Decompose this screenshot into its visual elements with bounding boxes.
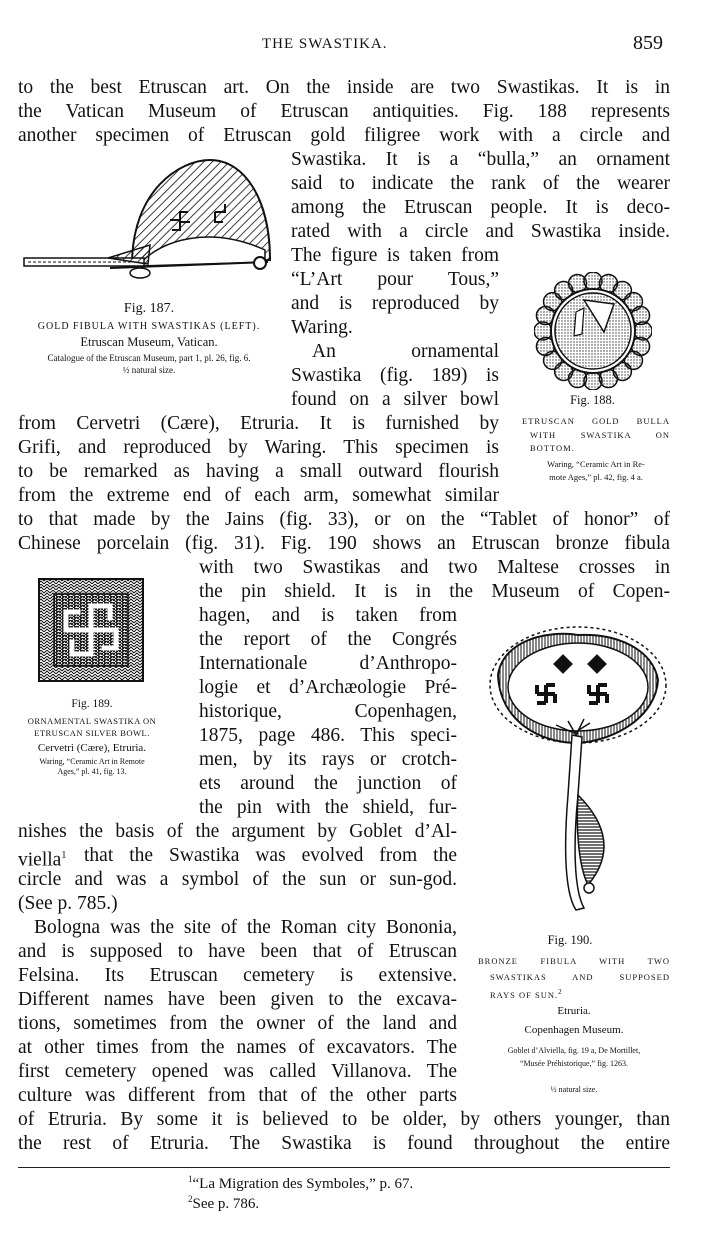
fig189-title-line: ORNAMENTAL SWASTIKA ON [27, 716, 157, 726]
fig190-title-line: SWASTIKAS AND SUPPOSED [490, 972, 670, 982]
body-line: found on a silver bowl [291, 389, 499, 410]
body-line: Chinese porcelain (fig. 31). Fig. 190 shows an Etruscan bronze fibula [18, 533, 670, 554]
body-line: that the Swastika was evolved from the [84, 845, 457, 866]
body-line: Waring. [291, 317, 353, 338]
footnote-marker: 2 [188, 1194, 193, 1204]
body-line: tions, sometimes from the owner of the land and [18, 1013, 457, 1034]
fig189-title-line: ETRUSCAN SILVER BOWL. [34, 728, 150, 738]
body-line: the Vatican Museum of Etruscan antiquities. Fig. 188 represents [18, 101, 670, 122]
body-line: logie et d’Archæologie Pré- [199, 677, 457, 698]
footnote-1 [188, 1174, 413, 1193]
body-line: the pin with the shield, fur- [199, 797, 457, 818]
fig189-location: Cervetri (Cære), Etruria. [37, 742, 147, 754]
body-line: circle and was a symbol of the sun or sun-god. [18, 869, 457, 890]
body-line: with two Swastikas and two Maltese crosses in [199, 557, 670, 578]
body-line: Different names have been given to the excava- [18, 989, 457, 1010]
body-line: from Cervetri (Cære), Etruria. It is furnished by [18, 413, 499, 434]
fig190-reference-line: Goblet d’Alviella, fig. 19 a, De Mortillet, [507, 1046, 641, 1055]
body-line: The figure is taken from [291, 245, 499, 266]
body-line: first cemetery opened was called Villanova. The [18, 1061, 457, 1082]
fig187-caption [18, 301, 280, 375]
body-line: Felsina. Its Etruscan cemetery is extensive. [18, 965, 457, 986]
body-line: nishes the basis of the argument by Goblet d’Al- [18, 821, 457, 842]
body-line: another specimen of Etruscan gold filigree work with a circle and [18, 125, 670, 146]
page-number: 859 [633, 32, 663, 54]
fig190-title-line [490, 988, 563, 1000]
fig187-title: GOLD FIBULA WITH SWASTIKAS (LEFT). [37, 321, 261, 332]
fig188-bulla-illustration [534, 272, 652, 390]
fig187-number: Fig. 187. [123, 301, 175, 316]
fig188-reference-line: Waring, “Ceramic Art in Re- [547, 459, 645, 469]
body-line: “L’Art pour Tous,” [291, 269, 499, 290]
body-line: Swastika. It is a “bulla,” an ornament [291, 149, 670, 170]
fig189-reference-line: Waring, “Ceramic Art in Remote [39, 757, 145, 766]
fig189-number: Fig. 189. [71, 698, 113, 710]
body-line: among the Etruscan people. It is deco- [291, 197, 670, 218]
fig190-number: Fig. 190. [547, 933, 593, 947]
fig188-reference-line: mote Ages,” pl. 42, fig. 4 a. [549, 472, 643, 482]
body-line: culture was different from that of the other parts [18, 1085, 457, 1106]
body-line: (See p. 785.) [18, 893, 118, 914]
fig190-scale: ½ natural size. [550, 1085, 598, 1094]
fig190-bronze-fibula-illustration [478, 625, 673, 925]
body-text: viella [18, 849, 62, 871]
fig188-title-line: BOTTOM. [530, 443, 575, 453]
fig190-reference-line: “Musée Préhistorique,” fig. 1263. [520, 1059, 628, 1068]
fig190-title-line: BRONZE FIBULA WITH TWO [478, 956, 670, 966]
footnote-marker: 1 [188, 1174, 193, 1184]
footnote-text: “La Migration des Symboles,” p. 67. [192, 1176, 414, 1192]
fig189-caption [18, 698, 166, 776]
fig187-reference: Catalogue of the Etruscan Museum, part 1, pl. 26, fig. 6. [47, 353, 251, 363]
body-line: ets around the junction of [199, 773, 457, 794]
body-line: from the extreme end of each arm, somewhat similar [18, 485, 499, 506]
body-line: men, by its rays or crotch- [199, 749, 457, 770]
body-line: rated with a circle and Swastika inside. [291, 221, 670, 242]
body-line: said to indicate the rank of the wearer [291, 173, 670, 194]
body-line: and is supposed to have been that of Etruscan [18, 941, 457, 962]
fig190-title-text: RAYS OF SUN. [490, 989, 559, 1000]
footnote-ref-1[interactable]: 1 [61, 850, 67, 861]
body-line: to that made by the Jains (fig. 33), or on the “Tablet of honor” of [18, 509, 670, 530]
body-line: Grifi, and reproduced by Waring. This specimen is [18, 437, 499, 458]
fig187-location: Etruscan Museum, Vatican. [80, 335, 218, 349]
body-line: the pin shield. It is in the Museum of Copen- [199, 581, 670, 602]
running-title: THE SWASTIKA. [262, 36, 388, 52]
fig188-number: Fig. 188. [570, 393, 615, 407]
body-line: to be remarked as having a small outward flourish [18, 461, 499, 482]
body-line: Internationale d’Anthropo- [199, 653, 457, 674]
body-line: and is reproduced by [291, 293, 499, 314]
body-line: An ornamental [312, 341, 499, 362]
body-line: at other times from the names of excavators. The [18, 1037, 457, 1058]
fig190-location-line: Copenhagen Museum. [524, 1024, 624, 1036]
body-line: hagen, and is taken from [199, 605, 457, 626]
footnote-ref-2[interactable]: 2 [558, 988, 563, 996]
fig187-scale: ½ natural size. [122, 365, 176, 375]
body-line: to the best Etruscan art. On the inside are two Swastikas. It is in [18, 77, 670, 98]
fig190-caption [500, 933, 640, 948]
fig188-caption [515, 393, 670, 408]
body-line: Swastika (fig. 189) is [291, 365, 499, 386]
footnote-text: See p. 786. [192, 1196, 260, 1212]
fig190-location-line: Etruria. [557, 1005, 591, 1017]
fig188-title-line: ETRUSCAN GOLD BULLA [522, 416, 670, 426]
body-line: the rest of Etruria. The Swastika is found throughout the entire [18, 1133, 670, 1154]
fig188-title-line: WITH SWASTIKA ON [530, 430, 670, 440]
fig189-swastika-bowl-illustration [38, 578, 144, 682]
body-line: the report of the Congrés [199, 629, 457, 650]
footnote-2 [188, 1194, 259, 1213]
body-line: of Etruria. By some it is believed to be older, by others younger, than [18, 1109, 670, 1130]
body-line: historique, Copenhagen, [199, 701, 457, 722]
body-line: Bologna was the site of the Roman city Bononia, [34, 917, 457, 938]
fig189-reference-line: Ages,” pl. 41, fig. 13. [57, 767, 127, 776]
body-line: 1875, page 486. This speci- [199, 725, 457, 746]
footnote-divider [18, 1167, 670, 1168]
fig187-fibula-illustration [20, 150, 275, 280]
